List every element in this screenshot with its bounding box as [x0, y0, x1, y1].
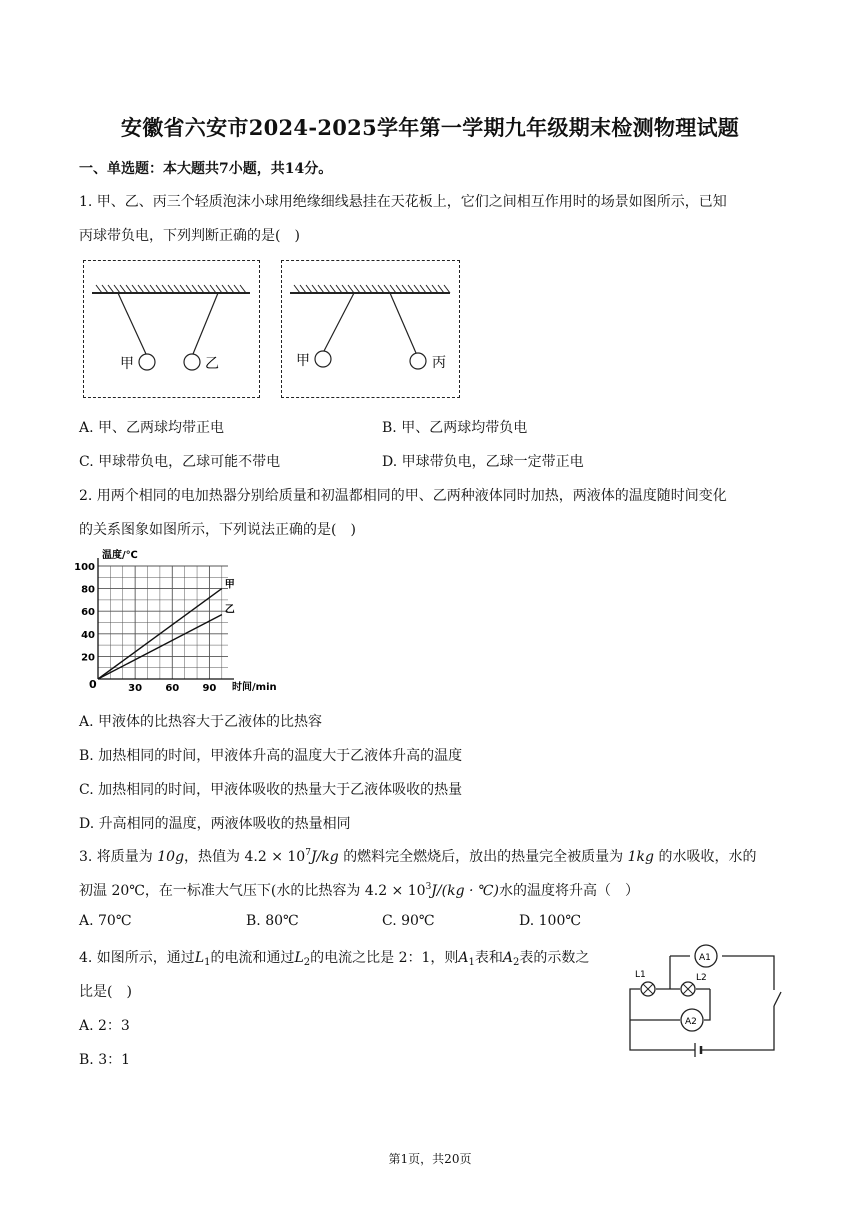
q1-stem-line2: 丙球带负电，下列判断正确的是( ): [79, 228, 300, 244]
q3-heat-unit: J/kg: [310, 849, 339, 865]
q1-figure-right-drawing: [282, 261, 459, 397]
q1-figure-right: [281, 260, 460, 398]
chart-series-label-yi: 乙: [224, 604, 235, 616]
q3-stem-line2: [79, 880, 639, 900]
chart-xlabel: 时间/min: [232, 682, 277, 693]
q1-figure-left: [83, 260, 260, 398]
q3-option-c: C. 90℃: [382, 913, 435, 929]
q2-temperature-chart: [74, 546, 278, 698]
q1-option-c: C. 甲球带负电，乙球可能不带电: [79, 454, 281, 470]
ball-yi-label: 乙: [205, 356, 219, 372]
q4-text-1: 4. 如图所示，通过: [79, 950, 195, 966]
q3-fuel-mass: 10g: [157, 849, 185, 865]
chart-series-label-jia: 甲: [224, 579, 235, 591]
q1-stem-line1: 1. 甲、乙、丙三个轻质泡沫小球用绝缘细线悬挂在天花板上，它们之间相互作用时的场景如图所示，已知: [79, 194, 727, 210]
q4-L1-symbol: L: [194, 950, 205, 966]
q4-A2-subscript: 2: [513, 957, 520, 968]
q3-water-mass: 1kg: [627, 849, 654, 865]
q2-stem-line1: 2. 用两个相同的电加热器分别给质量和初温都相同的甲、乙两种液体同时加热，两液体的温度随时间变化: [79, 488, 727, 504]
q4-L2-subscript: 2: [303, 957, 311, 968]
q4-text-4: 表和: [474, 950, 503, 966]
chart-xtick-label: 90: [202, 683, 217, 694]
q3-heat-exponent: 7: [305, 848, 311, 858]
q4-stem-line2: 比是( ): [79, 984, 132, 1000]
q4-option-a: A. 2：3: [79, 1018, 130, 1034]
ammeter-a1-label: A1: [699, 953, 711, 963]
lamp-l1: [641, 982, 655, 996]
q3-stem-line1: [79, 846, 756, 866]
q4-text-3: 的电流之比是 2：1，则: [310, 950, 459, 966]
q3-text-6: 水的温度将升高（ ）: [499, 883, 640, 899]
q3-option-b: B. 80℃: [246, 913, 299, 929]
q4-circuit-diagram: [622, 942, 782, 1056]
q4-A1-subscript: 1: [468, 957, 475, 968]
lamp-l1-label: L1: [635, 970, 646, 980]
chart-ytick-label: 80: [81, 584, 95, 596]
chart-xtick-label: 60: [165, 683, 180, 694]
chart-ytick-label: 20: [81, 652, 95, 664]
page-title: 安徽省六安市2024-2025学年第一学期九年级期末检测物理试题: [120, 115, 740, 140]
q3-text-3: 的燃料完全燃烧后，放出的热量完全被质量为: [343, 849, 624, 865]
q2-option-c: C. 加热相同的时间，甲液体吸收的热量大于乙液体吸收的热量: [79, 782, 463, 798]
q3-heat-value: 4.2 × 10: [244, 849, 306, 865]
q3-option-a: A. 70℃: [79, 913, 132, 929]
q4-A1-symbol: A: [458, 950, 469, 966]
ball-jia-label-2: 甲: [296, 353, 310, 369]
section-heading: 一、单选题：本大题共7小题，共14分。: [79, 161, 333, 177]
ammeter-a2-label: A2: [685, 1017, 697, 1027]
chart-ylabel: 温度/℃: [102, 550, 138, 561]
q3-option-d: D. 100℃: [519, 913, 582, 929]
q3-specific-heat: 4.2 × 10: [364, 883, 426, 899]
q3-specific-heat-unit: J/(kg · ℃): [431, 883, 500, 899]
chart-origin-label: 0: [89, 678, 97, 691]
q2-option-b: B. 加热相同的时间，甲液体升高的温度大于乙液体升高的温度: [79, 748, 463, 764]
q3-text-4: 的水吸收，水的: [658, 849, 757, 865]
q2-option-a: A. 甲液体的比热容大于乙液体的比热容: [79, 714, 323, 730]
chart-ytick-label: 100: [74, 562, 95, 573]
chart-xtick-label: 30: [128, 683, 143, 694]
q1-option-a: A. 甲、乙两球均带正电: [79, 420, 225, 436]
q4-stem-line1: [79, 947, 589, 968]
q3-specific-heat-exponent: 3: [425, 882, 432, 892]
q2-stem-line2: 的关系图象如图所示，下列说法正确的是( ): [79, 522, 356, 538]
q4-text-5: 表的示数之: [519, 950, 590, 966]
q2-option-d: D. 升高相同的温度，两液体吸收的热量相同: [79, 816, 351, 832]
q1-option-d: D. 甲球带负电，乙球一定带正电: [382, 454, 584, 470]
q4-L1-subscript: 1: [204, 957, 211, 968]
ball-jia-label: 甲: [120, 356, 134, 372]
q4-text-2: 的电流和通过: [210, 950, 295, 966]
lamp-l2: [681, 982, 695, 996]
q4-option-b: B. 3：1: [79, 1052, 131, 1068]
lamp-l2-label: L2: [696, 973, 707, 983]
q3-text-5: 初温 20℃，在一标准大气压下(水的比热容为: [79, 883, 361, 899]
q3-text-1: 3. 将质量为: [79, 849, 153, 865]
q4-L2-symbol: L: [294, 950, 304, 966]
q1-option-b: B. 甲、乙两球均带负电: [382, 420, 528, 436]
q1-figure-left-drawing: [84, 261, 259, 397]
q3-text-2: ，热值为: [184, 849, 241, 865]
ball-bing-label: 丙: [432, 355, 446, 371]
chart-ytick-label: 60: [81, 607, 95, 619]
q4-A2-symbol: A: [502, 950, 514, 966]
chart-ytick-label: 40: [81, 629, 95, 641]
page-footer: 第1页，共20页: [388, 1152, 472, 1166]
